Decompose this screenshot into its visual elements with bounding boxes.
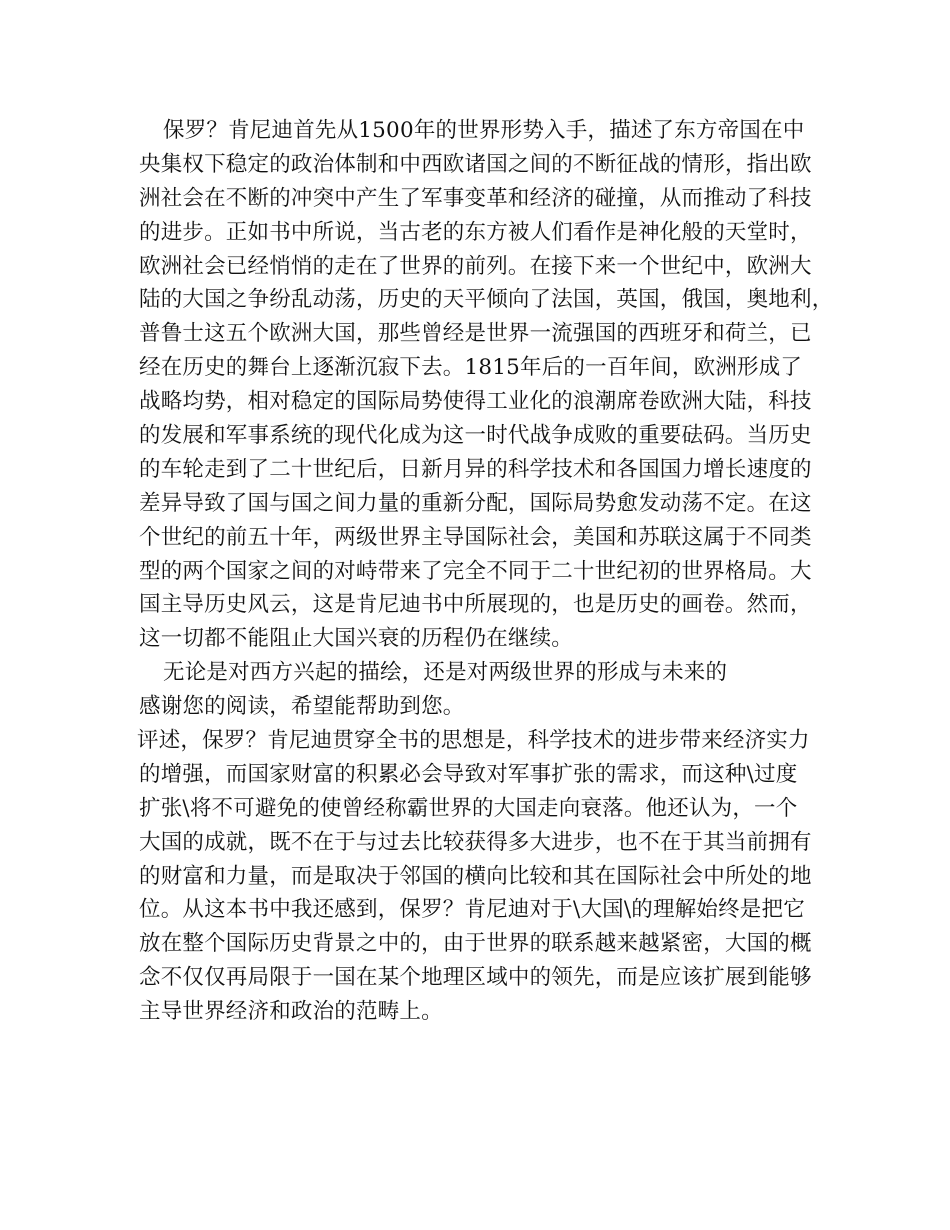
text-line: 这一切都不能阻止大国兴衰的历程仍在继续。 <box>139 626 574 652</box>
text-line: 扩张\将不可避免的使曾经称霸世界的大国走向衰落。他还认为，一个 <box>139 795 798 821</box>
document-body <box>139 114 839 1029</box>
text-line: 念不仅仅再局限于一国在某个地理区域中的领先，而是应该扩展到能够 <box>139 965 812 991</box>
text-line: 经在历史的舞台上逐渐沉寂下去。1815年后的一百年间，欧洲形成了 <box>139 355 803 381</box>
text-line: 国主导历史风云，这是肯尼迪书中所展现的，也是历史的画卷。然而， <box>139 592 812 618</box>
text-line: 欧洲社会已经悄悄的走在了世界的前列。在接下来一个世纪中，欧洲大 <box>139 253 812 279</box>
text-line: 战略均势，相对稳定的国际局势使得工业化的浪潮席卷欧洲大陆，科技 <box>139 389 812 415</box>
text-line: 普鲁士这五个欧洲大国，那些曾经是世界一流强国的西班牙和荷兰，已 <box>139 321 812 347</box>
text-line: 位。从这本书中我还感到，保罗？肯尼迪对于\大国\的理解始终是把它 <box>139 897 805 923</box>
text-line: 主导世界经济和政治的范畴上。 <box>139 999 443 1025</box>
text-line: 的进步。正如书中所说，当古老的东方被人们看作是神化般的天堂时， <box>139 219 812 245</box>
text-line: 无论是对西方兴起的描绘，还是对两级世界的形成与未来的 <box>163 660 728 686</box>
text-line: 型的两个国家之间的对峙带来了完全不同于二十世纪初的世界格局。大 <box>139 558 812 584</box>
text-line: 的发展和军事系统的现代化成为这一时代战争成败的重要砝码。当历史 <box>139 423 812 449</box>
text-line: 的车轮走到了二十世纪后，日新月异的科学技术和各国国力增长速度的 <box>139 456 812 482</box>
text-line: 陆的大国之争纷乱动荡，历史的天平倾向了法国，英国，俄国，奥地利， <box>139 287 834 313</box>
text-line: 的财富和力量，而是取决于邻国的横向比较和其在国际社会中所处的地 <box>139 863 812 889</box>
text-line: 放在整个国际历史背景之中的，由于世界的联系越来越紧密，大国的概 <box>139 931 812 957</box>
text-line: 个世纪的前五十年，两级世界主导国际社会，美国和苏联这属于不同类 <box>139 524 812 550</box>
text-line: 差异导致了国与国之间力量的重新分配，国际局势愈发动荡不定。在这 <box>139 490 812 516</box>
text-line: 保罗？肯尼迪首先从1500年的世界形势入手，描述了东方帝国在中 <box>163 118 805 143</box>
thanks-line: 感谢您的阅读，希望能帮助到您。 <box>139 694 465 720</box>
text-line: 评述，保罗？肯尼迪贯穿全书的思想是，科学技术的进步带来经济实力 <box>137 728 810 754</box>
text-line: 央集权下稳定的政治体制和中西欧诸国之间的不断征战的情形，指出欧 <box>139 151 812 177</box>
text-line: 大国的成就，既不在于与过去比较获得多大进步，也不在于其当前拥有 <box>139 829 812 855</box>
text-line: 洲社会在不断的冲突中产生了军事变革和经济的碰撞，从而推动了科技 <box>139 185 812 211</box>
text-line: 的增强，而国家财富的积累必会导致对军事扩张的需求，而这种\过度 <box>139 761 798 787</box>
